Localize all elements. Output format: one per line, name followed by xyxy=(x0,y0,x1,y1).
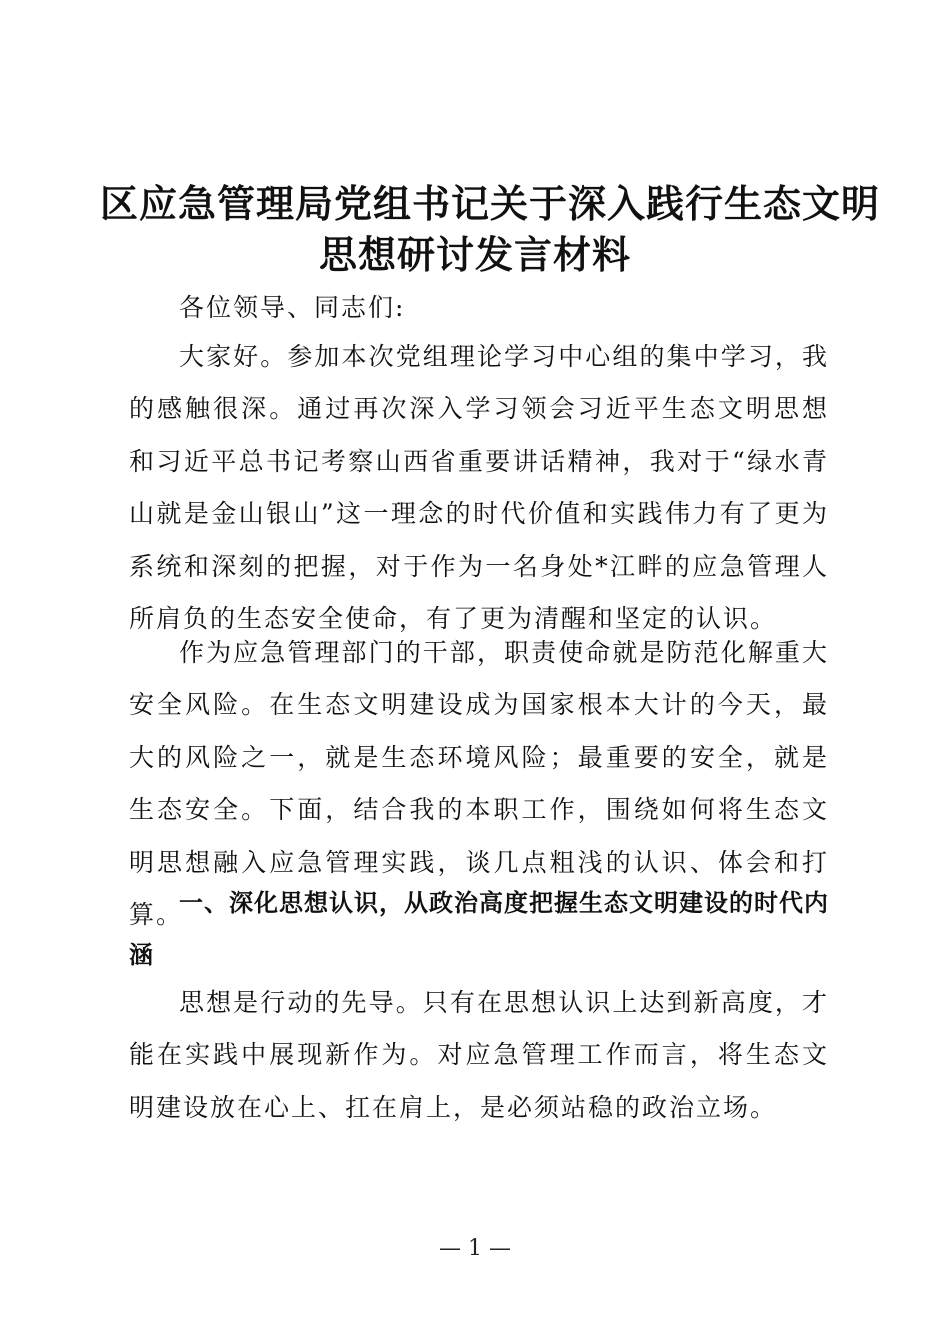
section-heading-1: 一、深化思想认识，从政治高度把握生态文明建设的时代内涵 xyxy=(129,889,829,969)
document-title-line-1: 区应急管理局党组书记关于深入践行生态文明 xyxy=(100,181,881,226)
paragraph-1: 大家好。参加本次党组理论学习中心组的集中学习，我的感触很深。通过再次深入学习领会习近平生态文明思想和习近平总书记考察山西省重要讲话精神，我对于“绿水青山就是金山银山”这一理念的时代价值和实践伟力有了更为系统和深刻的把握，对于作为一名身处*江畔的应急管理人所肩负的生态安全使命，有了更为清醒和坚定的认识。 xyxy=(129,342,829,634)
paragraph-3: 思想是行动的先导。只有在思想认识上达到新高度，才能在实践中展现新作为。对应急管理工作而言，将生态文明建设放在心上、扛在肩上，是必须站稳的政治立场。 xyxy=(129,988,829,1122)
document-title-line-2: 思想研讨发言材料 xyxy=(318,232,631,277)
page-number: — 1 — xyxy=(439,1236,511,1261)
greeting: 各位领导、同志们: xyxy=(179,293,406,322)
paragraph-2: 作为应急管理部门的干部，职责使命就是防范化解重大安全风险。在生态文明建设成为国家根本大计的今天，最大的风险之一，就是生态环境风险；最重要的安全，就是生态安全。下面，结合我的本职工作，围绕如何将生态文明思想融入应急管理实践，谈几点粗浅的认识、体会和打算。 xyxy=(129,638,829,930)
